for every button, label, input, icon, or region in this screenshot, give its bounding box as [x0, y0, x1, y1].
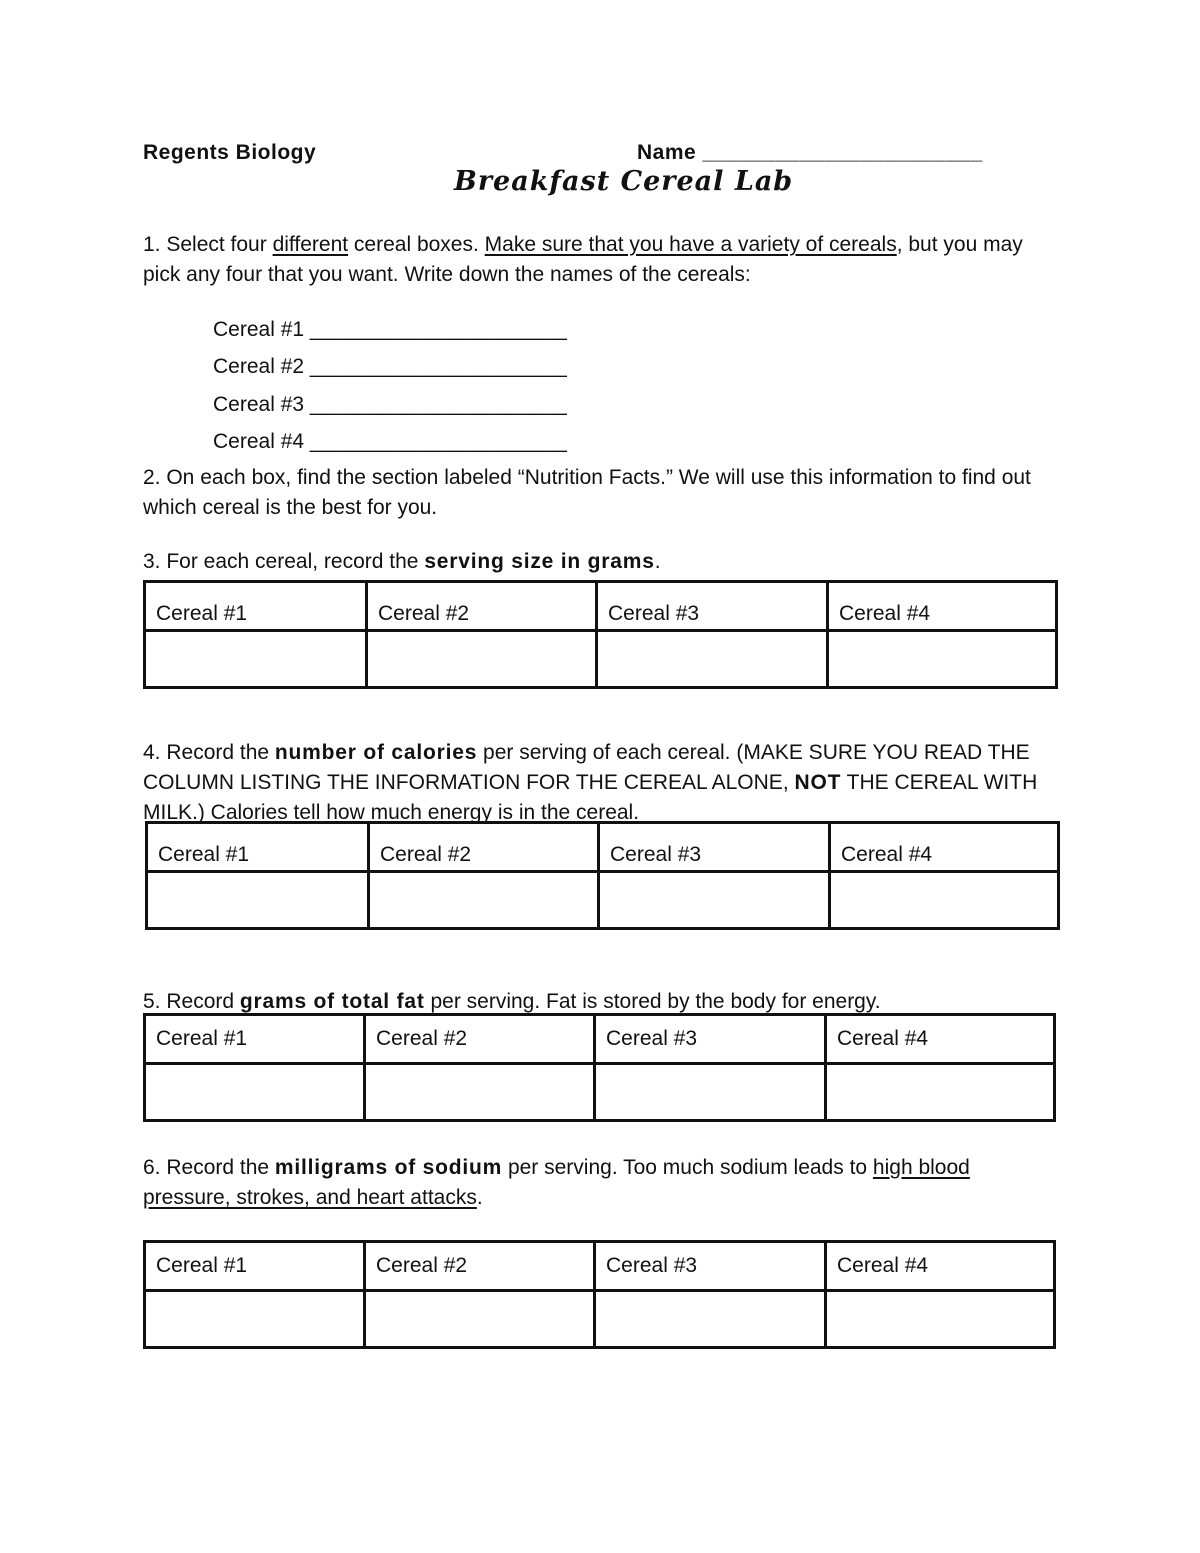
q4-text-mid: per serving of each cereal. (MAKE SURE YOU READ THE COLUMN LISTING THE INFORMATION FOR THE CEREAL ALONE,	[143, 741, 1030, 794]
answer-cell[interactable]	[147, 872, 369, 929]
table-header-cell	[597, 582, 828, 631]
q4-bold-calories: number of calories	[274, 741, 478, 764]
table-header-cell	[145, 582, 367, 631]
header-cereal-1: Cereal #1	[156, 1254, 248, 1277]
q3-bold-serving-size: serving size in grams	[424, 550, 655, 573]
header-cereal-3: Cereal #3	[610, 843, 702, 866]
table-header-cell	[145, 1242, 365, 1291]
header-cereal-2: Cereal #2	[378, 602, 470, 625]
q5-text-end: per serving. Fat is stored by the body for energy.	[424, 990, 881, 1013]
q5-text-start: 5. Record	[143, 990, 240, 1013]
header-cereal-4: Cereal #4	[839, 602, 931, 625]
q6-underline-health: high blood pressure, strokes, and heart attacks	[143, 1156, 970, 1209]
q4-text-start: 4. Record the	[143, 741, 275, 764]
name-field-label: Name _______________________	[637, 141, 983, 164]
calories-table	[145, 821, 1060, 930]
header-cereal-2: Cereal #2	[376, 1027, 468, 1050]
q1-underline-different: different	[272, 233, 349, 256]
answer-cell[interactable]	[599, 872, 830, 929]
table-header-cell	[365, 1015, 595, 1064]
answer-cell[interactable]	[145, 1064, 365, 1121]
q4-text-end: is in the cereal.	[491, 801, 640, 824]
q4-text-mid2: THE CEREAL WITH MILK.) Calories tell how much	[143, 771, 1038, 824]
header-cereal-3: Cereal #3	[606, 1254, 698, 1277]
header-cereal-4: Cereal #4	[837, 1027, 929, 1050]
answer-cell[interactable]	[826, 1291, 1055, 1348]
header-cereal-3: Cereal #3	[608, 602, 700, 625]
header-cereal-1: Cereal #1	[156, 602, 248, 625]
serving-size-table	[143, 580, 1058, 689]
cereal-name-line-2[interactable]: Cereal #2 ______________________	[213, 355, 567, 378]
table-header-cell	[145, 1015, 365, 1064]
answer-cell[interactable]	[145, 1291, 365, 1348]
question-4	[143, 738, 1073, 828]
cereal-name-line-3[interactable]: Cereal #3 ______________________	[213, 393, 567, 416]
answer-cell[interactable]	[828, 631, 1057, 688]
table-header-cell	[828, 582, 1057, 631]
table-header-cell	[826, 1015, 1055, 1064]
q6-text-start: 6. Record the	[143, 1156, 275, 1179]
answer-cell[interactable]	[145, 631, 367, 688]
answer-cell[interactable]	[595, 1291, 826, 1348]
course-label: Regents Biology	[143, 141, 317, 164]
q1-text-mid: cereal boxes.	[348, 233, 485, 256]
page-title: Breakfast Cereal Lab	[454, 166, 794, 197]
answer-cell[interactable]	[365, 1291, 595, 1348]
q6-bold-sodium: milligrams of sodium	[274, 1156, 503, 1179]
answer-cell[interactable]	[365, 1064, 595, 1121]
q3-text-end: .	[654, 550, 661, 573]
cereal-name-line-4[interactable]: Cereal #4 ______________________	[213, 430, 567, 453]
table-header-cell	[595, 1015, 826, 1064]
q1-text-start: 1. Select four	[143, 233, 273, 256]
question-2: 2. On each box, find the section labeled “Nutrition Facts.” We will use this information to find out which cereal is the best for you.	[143, 466, 1031, 519]
table-header-cell	[147, 823, 369, 872]
answer-cell[interactable]	[367, 631, 597, 688]
table-header-cell	[365, 1242, 595, 1291]
answer-cell[interactable]	[369, 872, 599, 929]
header-cereal-1: Cereal #1	[156, 1027, 248, 1050]
question-1	[143, 230, 1063, 290]
question-3	[143, 547, 1063, 577]
table-header-cell	[367, 582, 597, 631]
answer-cell[interactable]	[597, 631, 828, 688]
header-cereal-3: Cereal #3	[606, 1027, 698, 1050]
q3-text-start: 3. For each cereal, record the	[143, 550, 425, 573]
q5-bold-fat: grams of total fat	[239, 990, 425, 1013]
q4-underline-energy: energy	[427, 801, 492, 824]
header-cereal-2: Cereal #2	[380, 843, 472, 866]
header-cereal-4: Cereal #4	[841, 843, 933, 866]
header-cereal-2: Cereal #2	[376, 1254, 468, 1277]
header-cereal-4: Cereal #4	[837, 1254, 929, 1277]
cereal-name-line-1[interactable]: Cereal #1 ______________________	[213, 318, 567, 341]
q6-text-mid: per serving. Too much sodium leads to	[502, 1156, 873, 1179]
fat-table	[143, 1013, 1056, 1122]
table-header-cell	[369, 823, 599, 872]
sodium-table	[143, 1240, 1056, 1349]
table-header-cell	[595, 1242, 826, 1291]
q6-text-end: .	[476, 1186, 483, 1209]
table-header-cell	[826, 1242, 1055, 1291]
answer-cell[interactable]	[595, 1064, 826, 1121]
q1-underline-variety: Make sure that you have a variety of cereals	[484, 233, 897, 256]
q1-text-end: , but you may pick any four that you want. Write down the names of the cereals:	[143, 233, 1023, 286]
q4-bold-not: NOT	[794, 771, 842, 794]
table-header-cell	[599, 823, 830, 872]
question-6	[143, 1153, 1053, 1213]
answer-cell[interactable]	[826, 1064, 1055, 1121]
answer-cell[interactable]	[830, 872, 1059, 929]
header-cereal-1: Cereal #1	[158, 843, 250, 866]
table-header-cell	[830, 823, 1059, 872]
